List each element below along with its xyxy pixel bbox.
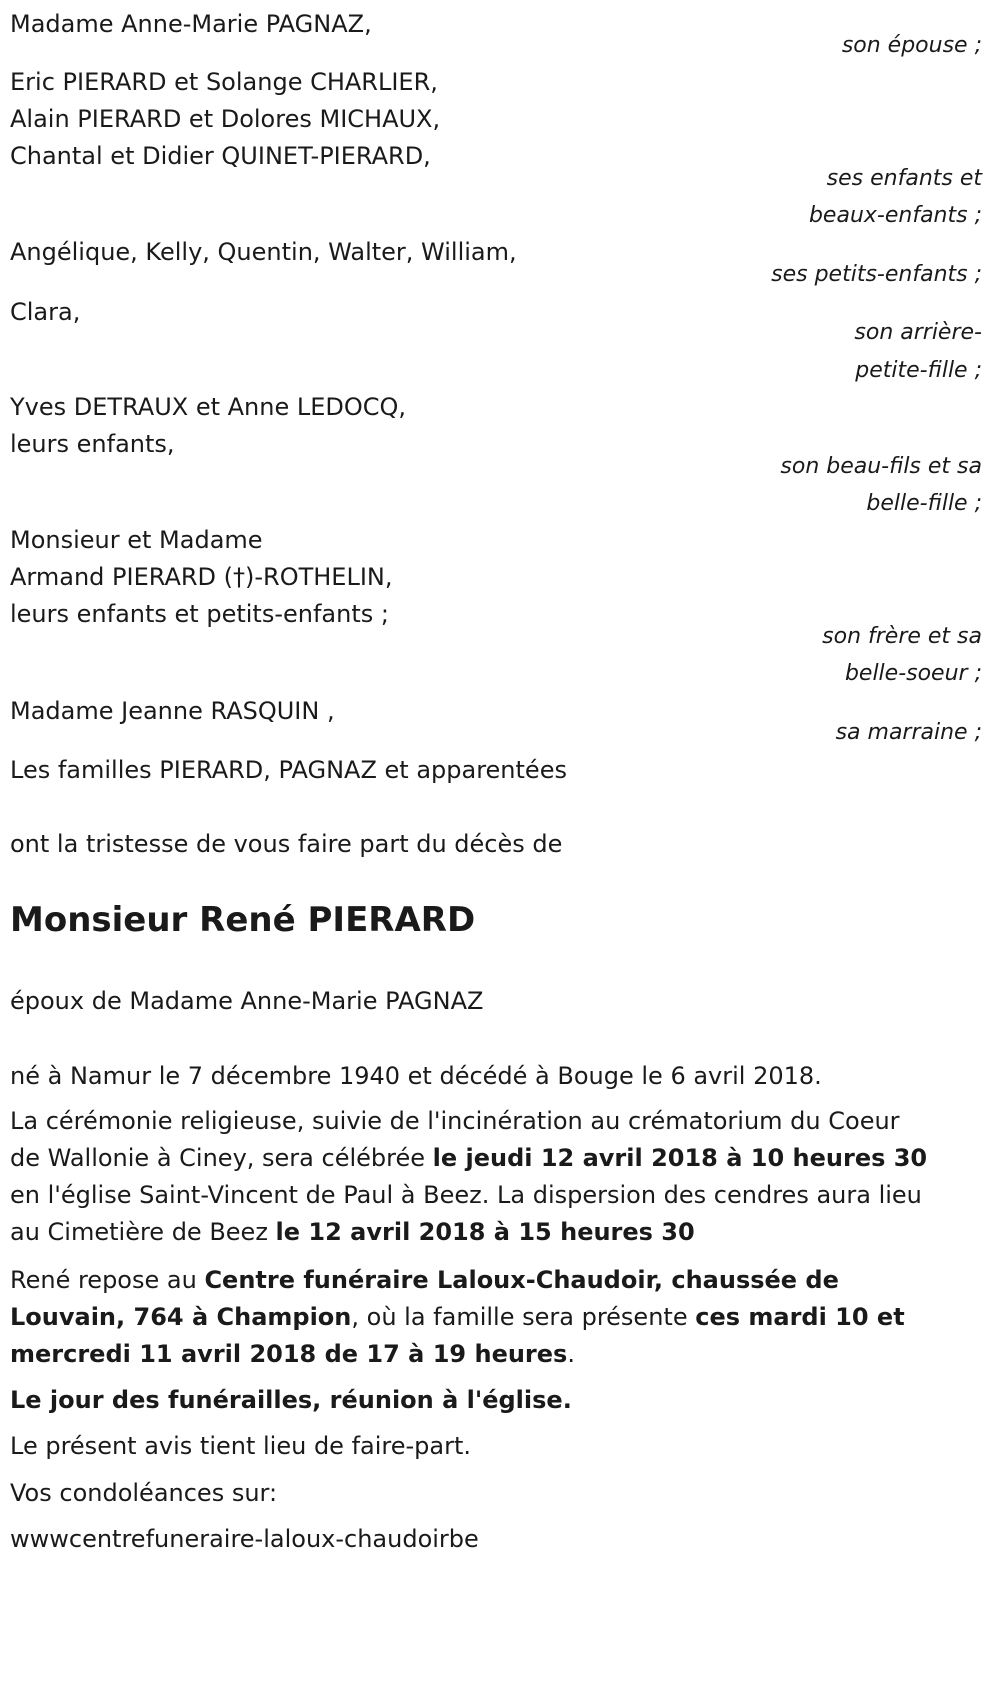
sibling-line-3: leurs enfants et petits-enfants ;: [10, 600, 389, 628]
grandchildren-role: ses petits-enfants ;: [771, 262, 982, 287]
dispersion-date: le 12 avril 2018 à 15 heures 30: [275, 1218, 695, 1246]
inlaws-role-line-2: belle-fille ;: [866, 491, 982, 516]
funeral-center: Centre funéraire Laloux-Chaudoir, chaussée de Louvain, 764 à Champion: [10, 1266, 839, 1331]
ceremony-paragraph: [10, 1103, 935, 1251]
sibling-line-2: Armand PIERARD (†)-ROTHELIN,: [10, 563, 393, 591]
spouse-name: Madame Anne-Marie PAGNAZ,: [10, 10, 372, 38]
sibling-role-line-2: belle-soeur ;: [844, 661, 982, 686]
godmother-role: sa marraine ;: [835, 720, 982, 745]
godmother-name: Madame Jeanne RASQUIN ,: [10, 697, 335, 725]
repose-paragraph: [10, 1262, 935, 1373]
inlaws-role-line-1: son beau-fils et sa: [780, 454, 982, 479]
condolences-label: Vos condoléances sur:: [10, 1479, 278, 1507]
child-1: Eric PIERARD et Solange CHARLIER,: [10, 68, 438, 96]
children-role-line-2: beaux-enfants ;: [808, 203, 982, 228]
spouse-role: son épouse ;: [841, 33, 982, 58]
birth-death-line: né à Namur le 7 décembre 1940 et décédé à Bouge le 6 avril 2018.: [10, 1062, 822, 1090]
great-granddaughter-role-line-1: son arrière-: [854, 320, 982, 345]
website-link[interactable]: wwwcentrefuneraire-laloux-chaudoirbe: [10, 1525, 479, 1553]
ceremony-text-2: en l'église Saint-Vincent de Paul à Beez. La dispersion des cendres aura lieu au Cimetière de Beez: [10, 1181, 922, 1246]
grandchildren-names: Angélique, Kelly, Quentin, Walter, William,: [10, 238, 517, 266]
inlaws-line-1: Yves DETRAUX et Anne LEDOCQ,: [10, 393, 407, 421]
spouse-of-line: époux de Madame Anne-Marie PAGNAZ: [10, 987, 484, 1015]
families-line: Les familles PIERARD, PAGNAZ et apparentées: [10, 756, 567, 784]
repose-text-1: René repose au: [10, 1266, 205, 1294]
sibling-role-line-1: son frère et sa: [822, 624, 982, 649]
funeral-day-line: Le jour des funérailles, réunion à l'église.: [10, 1386, 572, 1414]
inlaws-line-2: leurs enfants,: [10, 430, 175, 458]
great-granddaughter-role-line-2: petite-fille ;: [855, 358, 982, 383]
ceremony-text-1: La cérémonie religieuse, suivie de l'incinération au crématorium du Coeur de Wallonie à Ciney, sera célébrée: [10, 1107, 900, 1172]
announcement-line: ont la tristesse de vous faire part du décès de: [10, 830, 563, 858]
repose-text-3: .: [567, 1340, 575, 1368]
repose-text-2: , où la famille sera présente: [351, 1303, 696, 1331]
notice-line: Le présent avis tient lieu de faire-part.: [10, 1432, 472, 1460]
ceremony-date: le jeudi 12 avril 2018 à 10 heures 30: [432, 1144, 928, 1172]
deceased-name: Monsieur René PIERARD: [10, 900, 476, 940]
child-2: Alain PIERARD et Dolores MICHAUX,: [10, 105, 441, 133]
visiting-hours: ces mardi 10 et mercredi 11 avril 2018 de 17 à 19 heures: [10, 1303, 905, 1368]
sibling-line-1: Monsieur et Madame: [10, 526, 263, 554]
child-3: Chantal et Didier QUINET-PIERARD,: [10, 142, 431, 170]
children-role-line-1: ses enfants et: [826, 166, 982, 191]
great-granddaughter-name: Clara,: [10, 298, 81, 326]
